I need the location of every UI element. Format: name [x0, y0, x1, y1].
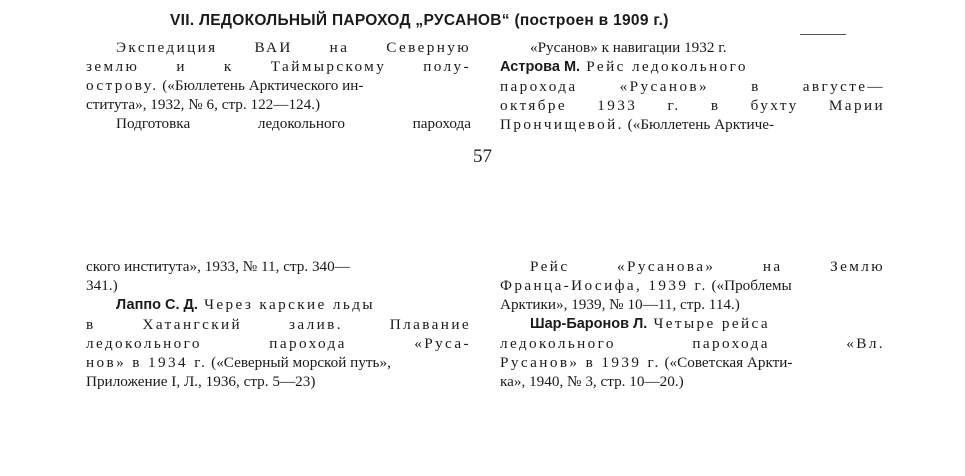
text-line: в Хатангский залив. Плавание [86, 316, 471, 333]
citation-fragment: («Проблемы [707, 277, 792, 294]
text-line [500, 276, 885, 295]
text-line: ского института», 1933, № 11, стр. 340— [86, 258, 350, 275]
text-line: Арктики», 1939, № 10—11, стр. 114.) [500, 296, 740, 313]
text-line: 341.) [86, 277, 118, 294]
citation-fragment: («Бюллетень Арктиче- [623, 116, 775, 133]
column-bottom-left [86, 257, 471, 391]
citation-fragment: («Советская Аркти- [660, 354, 793, 371]
author-name: Астрова М. [500, 59, 581, 75]
text-line: ка», 1940, № 3, стр. 10—20.) [500, 373, 684, 390]
page-number: 57 [473, 146, 492, 167]
text-line [500, 353, 885, 372]
title-fragment: Русанов» в 1939 г. [500, 354, 661, 371]
citation-fragment: («Бюллетень Арктического ин- [158, 77, 364, 94]
text-line [86, 76, 471, 95]
title-fragment: Через карские льды [197, 296, 375, 313]
title-fragment: Рейс ледокольного [580, 58, 748, 75]
text-line: «Русанов» к навигации 1932 г. [530, 39, 727, 56]
text-line: ледокольного парохода «Вл. [500, 335, 885, 352]
text-line: Рейс «Русанова» на Землю [530, 258, 885, 275]
title-fragment: Четыре рейса [647, 315, 771, 332]
text-line: Приложение I, Л., 1936, стр. 5—23) [86, 373, 316, 390]
text-line [500, 314, 885, 334]
title-fragment: Франца-Иосифа, 1939 г. [500, 277, 708, 294]
text-line: землю и к Таймырскому полу- [86, 58, 471, 75]
text-line: ститута», 1932, № 6, стр. 122—124.) [86, 96, 321, 113]
title-fragment: Прончищевой. [500, 116, 624, 133]
text-line [500, 115, 885, 134]
text-line: Подготовка ледокольного парохода [116, 115, 471, 132]
author-name: Шар-Баронов Л. [530, 316, 648, 332]
text-line [500, 57, 885, 77]
column-top-right [500, 38, 885, 134]
text-line: Экспедиция ВАИ на Северную [116, 39, 471, 56]
column-bottom-right [500, 257, 885, 391]
text-line: октябре 1933 г. в бухту Марии [500, 97, 885, 114]
text-line [86, 295, 471, 315]
title-fragment: нов» в 1934 г. [86, 354, 208, 371]
text-line: парохода «Русанов» в августе— [500, 78, 885, 95]
column-top-left [86, 38, 471, 133]
text-line: ледокольного парохода «Руса- [86, 335, 471, 352]
author-name: Лаппо С. Д. [116, 297, 198, 313]
title-fragment: острову. [86, 77, 159, 94]
section-heading: VII. ЛЕДОКОЛЬНЫЙ ПАРОХОД „РУСАНОВ“ (построен в 1909 г.) [170, 12, 669, 29]
decorative-rule [800, 34, 846, 35]
citation-fragment: («Северный морской путь», [207, 354, 391, 371]
text-line [86, 353, 471, 372]
